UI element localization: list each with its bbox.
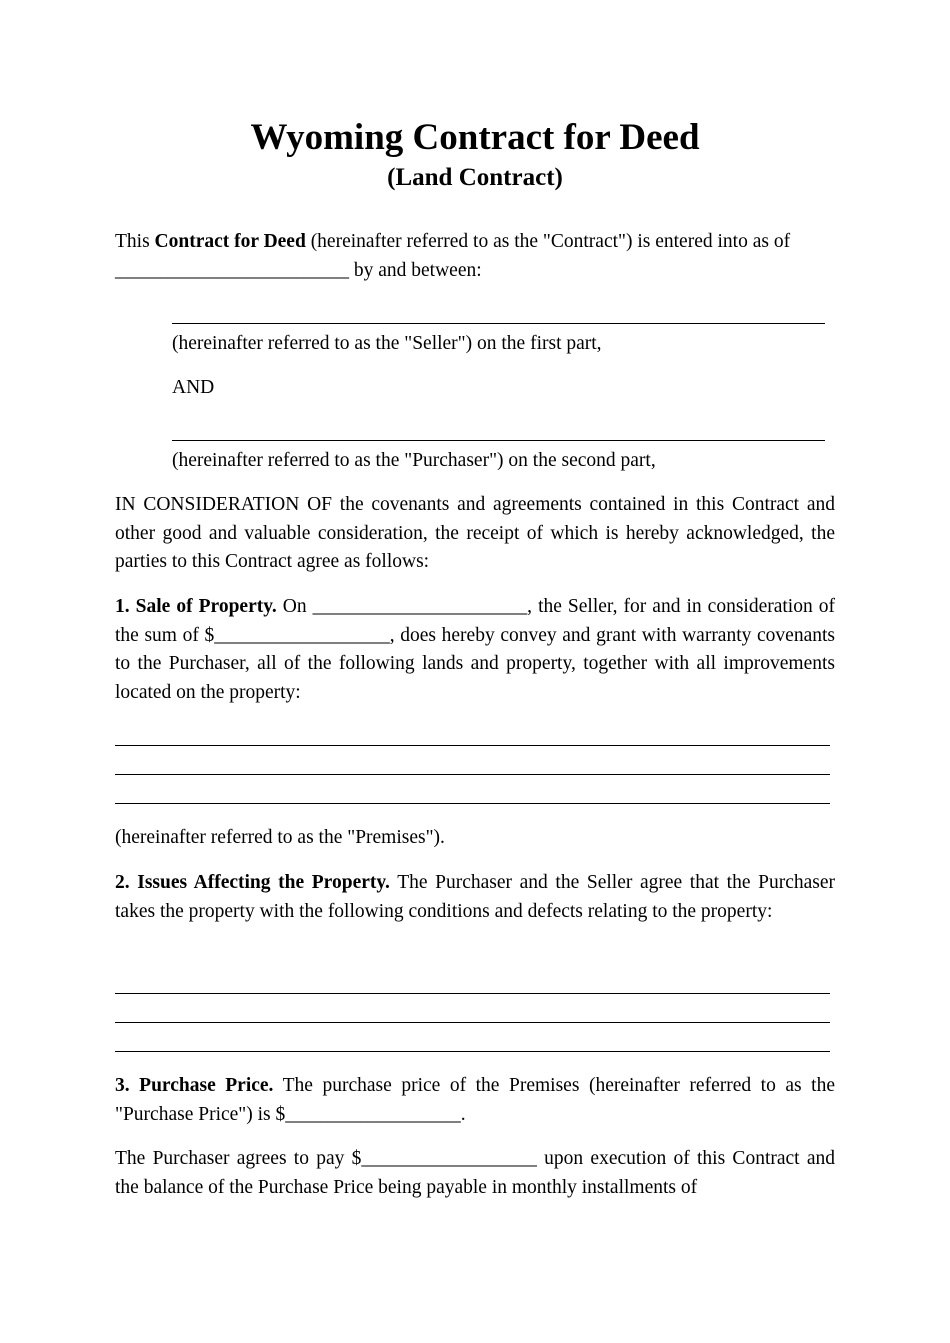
section-heading: 1. Sale of Property. [115,596,277,617]
property-description-line-3[interactable] [115,803,830,804]
property-description-line-1[interactable] [115,745,830,746]
section-heading: 3. Purchase Price. [115,1075,274,1096]
intro-paragraph: This Contract for Deed (hereinafter referred to as the "Contract") is entered into as of ________________________ by and between: [115,231,791,281]
section-sale-of-property: 1. Sale of Property. On ______________________, the Seller, for and in consideration of the sum of $__________________, does hereby convey and grant with warranty covenants to the Purchaser, all of the following lands and property, together with all improvements located on the property: [115,596,835,703]
consideration-paragraph: IN CONSIDERATION OF the covenants and agreements contained in this Contract and other good and valuable consideration, the receipt of which is hereby acknowledged, the parties to this Contract agree as follows: [115,494,835,573]
conditions-line-1[interactable] [115,993,830,994]
section-issues-affecting-property: 2. Issues Affecting the Property. The Purchaser and the Seller agree that the Purchaser takes the property with the following conditions and defects relating to the property: [115,872,835,922]
document-title: Wyoming Contract for Deed [250,117,700,158]
purchaser-label: (hereinafter referred to as the "Purchaser") on the second part, [172,450,656,471]
conditions-line-3[interactable] [115,1051,830,1052]
and-label: AND [172,377,215,398]
section-purchase-price: 3. Purchase Price. The purchase price of the Premises (hereinafter referred to as the "Purchase Price") is $__________________. [115,1075,835,1125]
payment-paragraph: The Purchaser agrees to pay $__________________ upon execution of this Contract and the balance of the Purchase Price being payable in monthly installments of [115,1148,835,1198]
seller-name-line[interactable] [172,323,825,324]
contract-name: Contract for Deed [154,231,306,252]
seller-label: (hereinafter referred to as the "Seller") on the first part, [172,333,602,354]
purchaser-name-line[interactable] [172,440,825,441]
property-description-line-2[interactable] [115,774,830,775]
section-heading: 2. Issues Affecting the Property. [115,872,390,893]
conditions-line-2[interactable] [115,1022,830,1023]
date-blank[interactable]: ________________________ by and between: [115,259,482,281]
premises-label: (hereinafter referred to as the "Premises"). [115,827,445,848]
document-subtitle: (Land Contract) [387,164,563,191]
